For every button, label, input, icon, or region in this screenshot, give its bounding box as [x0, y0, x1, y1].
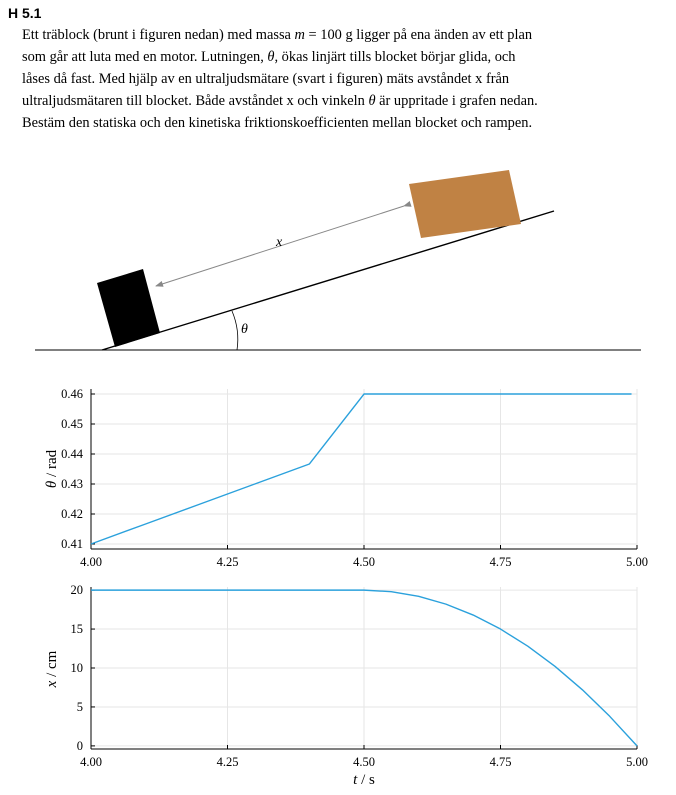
ramp-line — [102, 211, 554, 350]
problem-title: H 5.1 — [8, 5, 42, 21]
ultrasonic-sensor — [97, 269, 160, 347]
ramp-diagram — [35, 170, 641, 350]
y-tick-label: 0.45 — [61, 417, 83, 432]
y-tick-label: 0.42 — [61, 506, 83, 521]
math-symbol: θ — [267, 49, 275, 65]
distance-label: x — [276, 235, 283, 250]
y-axis-label — [44, 650, 60, 688]
angle-label: θ — [241, 322, 248, 337]
distance-chart — [44, 583, 648, 788]
angle-arc — [232, 311, 238, 350]
x-tick-label: 5.00 — [626, 555, 648, 569]
text-segment: ultraljudsmätaren till blocket. Både avståndet x och vinkeln — [22, 93, 369, 109]
series-line — [91, 394, 632, 544]
y-tick-label: 0.43 — [61, 476, 83, 491]
x-tick-label: 4.25 — [216, 755, 239, 769]
text-segment: låses då fast. Med hjälp av en ultraljudsmätare (svart i figuren) mäts avståndet x från — [22, 71, 510, 87]
math-symbol: θ — [368, 93, 376, 109]
x-tick-label: 5.00 — [626, 755, 648, 769]
math-symbol: m — [294, 27, 305, 43]
y-tick-label: 0.44 — [61, 447, 83, 462]
y-axis-label-var: θ — [44, 476, 60, 489]
y-tick-label: 20 — [70, 583, 83, 598]
text-segment: Ett träblock (brunt i figuren nedan) med massa — [22, 27, 295, 43]
x-tick-label: 4.25 — [216, 555, 239, 569]
y-tick-label: 15 — [70, 622, 83, 637]
x-tick-label: 4.00 — [80, 755, 102, 769]
y-axis-label — [44, 449, 60, 488]
wooden-block — [409, 170, 521, 238]
x-axis-label — [353, 772, 375, 788]
y-axis-label-var: x — [44, 676, 60, 688]
text-segment: , ökas linjärt tills blocket börjar glida, och — [274, 49, 516, 65]
text-segment: som går att luta med en motor. Lutningen, — [22, 49, 268, 65]
x-axis-label-var: t — [353, 772, 362, 788]
text-segment: = 100 g ligger på ena änden av ett plan — [304, 27, 533, 43]
y-axis-label-unit: / rad — [44, 449, 60, 477]
theta-chart — [44, 387, 648, 569]
x-tick-label: 4.75 — [489, 555, 512, 569]
y-axis-label-unit: / cm — [44, 650, 60, 677]
x-tick-label: 4.75 — [489, 755, 512, 769]
y-tick-label: 10 — [70, 661, 83, 675]
y-tick-label: 0 — [76, 738, 83, 753]
text-segment: är uppritade i grafen nedan. — [375, 93, 538, 109]
y-tick-label: 0.41 — [61, 536, 83, 551]
y-tick-label: 0.46 — [61, 387, 83, 402]
x-tick-label: 4.00 — [80, 555, 102, 569]
x-axis-label-unit: / s — [361, 772, 375, 788]
text-segment: Bestäm den statiska och den kinetiska friktionskoefficienten mellan blocket och rampen. — [22, 115, 533, 131]
x-tick-label: 4.50 — [353, 555, 375, 569]
x-tick-label: 4.50 — [353, 755, 375, 769]
y-tick-label: 5 — [76, 699, 83, 714]
